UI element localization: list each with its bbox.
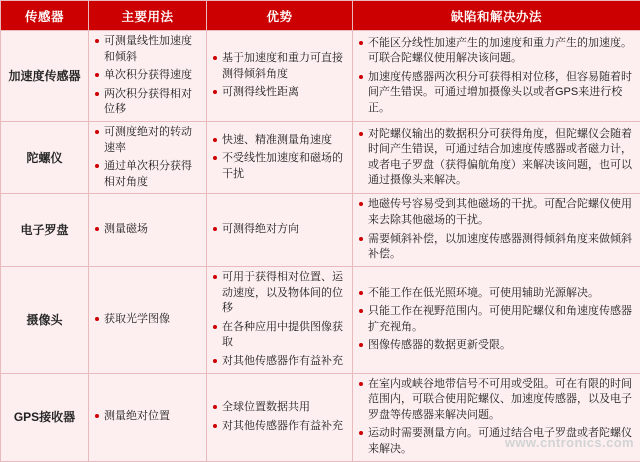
table-row (1, 31, 640, 122)
cell-usage-gps (89, 373, 207, 461)
list-item: 在室内或峡谷地带信号不可用或受阻。可在有限的时间范围内，可联合使用陀螺仪、加速度传感器，以及电子罗盘等传感器来解决问题。 (358, 377, 635, 424)
list-item: 基于加速度和重力可直接测得倾斜角度 (212, 51, 347, 82)
list-item: 需要倾斜补偿，以加速度传感器测得倾斜角度来做倾斜补偿。 (358, 232, 635, 263)
list-item: 不受线性加速度和磁场的干扰 (212, 151, 347, 182)
table-row (1, 373, 640, 461)
cell-usage-accelerometer (89, 31, 207, 122)
cell-advantages-camera (207, 266, 353, 373)
cell-advantages-gps (207, 373, 353, 461)
row-header-camera: 摄像头 (1, 266, 89, 373)
cell-usage-camera (89, 266, 207, 373)
cell-issues-gyroscope (353, 122, 640, 194)
table-row (1, 194, 640, 266)
column-header-advantages: 优势 (207, 1, 353, 31)
list-item: 通过单次积分获得相对角度 (94, 159, 201, 190)
list-item: 测量绝对位置 (94, 409, 201, 425)
list-item: 可测量线性加速度和倾斜 (94, 34, 201, 65)
row-header-compass: 电子罗盘 (1, 194, 89, 266)
cell-issues-compass (353, 194, 640, 266)
table-row (1, 122, 640, 194)
list-item: 可测得线性距离 (212, 85, 347, 101)
list-item: 地磁传号容易受到其他磁场的干扰。可配合陀螺仪使用来去除其他磁场的干扰。 (358, 197, 635, 228)
list-item: 不能工作在低光照环境。可使用辅助光源解决。 (358, 286, 635, 302)
cell-issues-camera (353, 266, 640, 373)
row-header-gyroscope: 陀螺仪 (1, 122, 89, 194)
list-item: 可测得绝对方向 (212, 222, 347, 238)
row-header-gps: GPS接收器 (1, 373, 89, 461)
list-item: 加速度传感器两次积分可获得相对位移，但容易随着时间产生错误。可通过增加摄像头以或者GPS来进行校正。 (358, 70, 635, 117)
cell-usage-compass (89, 194, 207, 266)
cell-usage-gyroscope (89, 122, 207, 194)
list-item: 可测度绝对的转动速率 (94, 125, 201, 156)
list-item: 快速、精准测量角速度 (212, 133, 347, 149)
header-row (1, 1, 640, 31)
list-item: 运动时需要测量方向。可通过结合电子罗盘或者陀螺仪来解决。 (358, 426, 635, 457)
table-row (1, 266, 640, 373)
column-header-usage: 主要用法 (89, 1, 207, 31)
table-header (1, 1, 640, 31)
list-item: 两次积分获得相对位移 (94, 87, 201, 118)
table-body (1, 31, 640, 462)
list-item: 全球位置数据共用 (212, 400, 347, 416)
list-item: 对陀螺仪输出的数据积分可获得角度，但陀螺仪会随着时间产生错误，可通过结合加速度传感器或者磁力计，或者电子罗盘（获得偏航角度）来解决该问题，也可以通过摄像头来解决。 (358, 127, 635, 189)
cell-advantages-accelerometer (207, 31, 353, 122)
column-header-issues: 缺陷和解决办法 (353, 1, 640, 31)
cell-advantages-compass (207, 194, 353, 266)
cell-advantages-gyroscope (207, 122, 353, 194)
list-item: 只能工作在视野范围内。可使用陀螺仪和角速度传感器扩充视角。 (358, 304, 635, 335)
list-item: 测量磁场 (94, 222, 201, 238)
column-header-sensor: 传感器 (1, 1, 89, 31)
list-item: 对其他传感器作有益补充 (212, 419, 347, 435)
list-item: 获取光学图像 (94, 312, 201, 328)
cell-issues-accelerometer (353, 31, 640, 122)
list-item: 不能区分线性加速产生的加速度和重力产生的加速度。可联合陀螺仪使用解决该问题。 (358, 36, 635, 67)
watermark: www.cntronics.com (505, 435, 634, 450)
cell-issues-gps (353, 373, 640, 461)
list-item: 单次积分获得速度 (94, 68, 201, 84)
list-item: 图像传感器的数据更新受限。 (358, 338, 635, 354)
row-header-accelerometer: 加速度传感器 (1, 31, 89, 122)
list-item: 对其他传感器作有益补充 (212, 354, 347, 370)
list-item: 可用于获得相对位置、运动速度，以及物体间的位移 (212, 270, 347, 317)
list-item: 在各种应用中提供图像获取 (212, 320, 347, 351)
